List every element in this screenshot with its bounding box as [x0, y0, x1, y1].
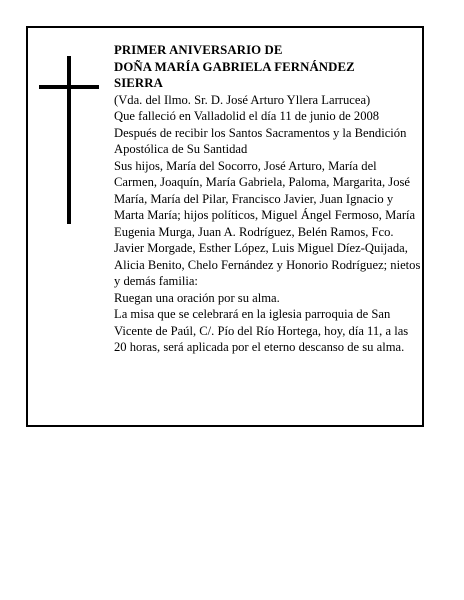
heading-line-2: DOÑA MARÍA GABRIELA FERNÁNDEZ [114, 59, 355, 74]
sacraments-text: Después de recibir los Santos Sacramentos y la Bendición Apostólica de Su Santidad [114, 125, 407, 156]
heading-line-1: PRIMER ANIVERSARIO DE [114, 43, 283, 57]
heading-line-3: SIERRA [114, 76, 163, 90]
prayer-request-text: Ruegan una oración por su alma. [114, 290, 280, 305]
widow-of-text: (Vda. del Ilmo. Sr. D. José Arturo Yllera Larrucea) [114, 92, 371, 107]
cross-horizontal-bar [39, 85, 99, 89]
notice-text [114, 42, 422, 356]
notice-heading [114, 42, 422, 92]
family-text: Sus hijos, María del Socorro, José Arturo, María del Carmen, Joaquín, María Gabriela, Paloma, Margarita, José María, María del Pilar, Francisco Javier, Juan Ignacio y Marta María; hijos políticos, Miguel Ángel Fermoso, María Eugenia Murga, Juan A. Rodríguez, Belén Ramos, Fco. Javier Morgade, Esther López, Luis Miguel Díez-Quijada, Alicia Benito, Chelo Fernández y Honorio Rodríguez; nietos y demás familia: [114, 158, 421, 288]
obituary-notice [26, 26, 424, 427]
mass-text: La misa que se celebrará en la iglesia parroquia de San Vicente de Paúl, C/. Pío del Río Hortega, hoy, día 11, a las 20 horas, será aplicada por el eterno descanso de su alma. [114, 307, 409, 354]
cross-vertical-bar [67, 56, 71, 224]
death-date-text: Que falleció en Valladolid el día 11 de junio de 2008 [114, 109, 380, 123]
